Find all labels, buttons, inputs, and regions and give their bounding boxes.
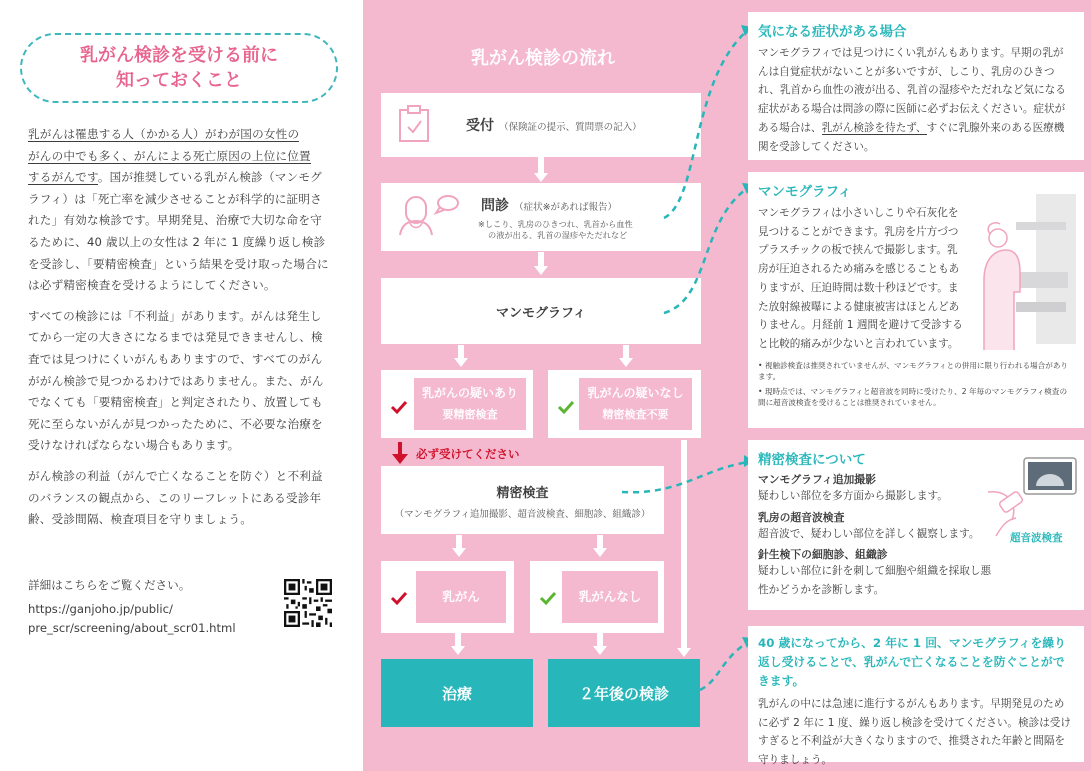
detail-url-line-1[interactable]: https://ganjoho.jp/public/ <box>28 601 173 616</box>
detailed-text-3: 疑わしい部位に針を刺して細胞や組織を採取し悪性かどうかを診断します。 <box>758 565 992 597</box>
intro-underline-2: がんの中でも多く、がんによる死亡原因の上位に位置 <box>28 148 311 163</box>
detailed-sub-3: 針生検下の細胞診、組織診 <box>758 548 888 562</box>
symptom-box <box>748 12 1084 160</box>
connector-symptom <box>664 30 748 218</box>
mammography-heading: マンモグラフィ <box>758 184 852 200</box>
intro-paragraph-2: すべての検診には「不利益」があります。がんは発生してから一定の大きさになるまでは発見できませんし、検査では見つけにくいがんもありますので、すべてのがんががん検診で見つかるわけではありません。また、がんでなくても「要精密検査」と判定されたり、放置しても死に至らないがんが見つかったために、不必要な治療を受けなければならない場合もあります。 <box>28 308 324 453</box>
mammography-note-2: • 現時点では、マンモグラフィと超音波を同時に受けたり、2 年毎のマンモグラフィ検査の間に超音波検査を受けることは推奨されていません。 <box>758 386 1068 407</box>
detailed-exam-sub: （マンモグラフィ追加撮影、超音波検査、細胞診、組織診） <box>394 509 651 520</box>
symptom-heading: 気になる症状がある場合 <box>758 24 907 40</box>
flow-title: 乳がん検診の流れ <box>471 48 615 69</box>
detailed-sub-1: マンモグラフィ追加撮影 <box>758 473 876 486</box>
age-heading: 40 歳になってから、2 年に 1 回、マンモグラフィを繰り返し受けることで、乳がんで亡くなることを防ぐことができます。 <box>758 636 1066 688</box>
detail-url-line-2[interactable]: pre_scr/screening/about_scr01.html <box>28 621 236 635</box>
interview-sub: （症状※があれば報告） <box>514 202 618 213</box>
treatment-label: 治療 <box>441 684 472 703</box>
ultrasound-icon <box>986 456 1080 538</box>
age-text: 乳がんの中には急速に進行するがんもあります。早期発見のために必ず 2 年に 1 度、繰り返し検診を受けてください。検診は受けすぎると不利益が大きくなりますので、推奨された年齢と間隔を守りましょう。 <box>758 698 1071 767</box>
next-screening-label: ２年後の検診 <box>578 684 669 703</box>
reception-sub: （保険証の提示、質問票の記入） <box>499 122 642 133</box>
no-cancer-label: 乳がんなし <box>578 589 642 604</box>
must-take-text: 必ず受けてください <box>416 447 520 461</box>
detailed-exam-box <box>748 440 1084 610</box>
connector-detailed <box>622 462 748 492</box>
connector-age <box>700 642 748 690</box>
reception-label: 受付 <box>466 118 494 134</box>
suspect-no-line1: 乳がんの疑いなし <box>587 386 684 400</box>
interview-note-2: の液が出る、乳首の湿疹やただれなど <box>488 230 628 240</box>
suspect-no-line2: 精密検査不要 <box>602 408 669 421</box>
detailed-exam-label: 精密検査 <box>496 486 549 501</box>
detailed-exam-heading: 精密検査について <box>758 452 866 468</box>
detailed-text-2: 超音波で、疑わしい部位を詳しく観察します。 <box>758 527 980 540</box>
symptom-text-post: すぐに乳腺外来のある医療機関を受診してください。 <box>758 121 1065 153</box>
mammography-note-1: • 視触診検査は推奨されていませんが、マンモグラフィとの併用に限り行われる場合があります。 <box>758 360 1069 381</box>
ultrasound-caption: 超音波検査 <box>1010 532 1063 544</box>
interview-label: 問診 <box>481 198 509 214</box>
detail-label: 詳細はこちらをご覧ください。 <box>28 578 191 592</box>
intro-paragraph-3: がん検診の利益（がんで亡くなることを防ぐ）と不利益のバランスの観点から、このリーフレットにある受診年齢、受診間隔、検査項目を守りましょう。 <box>28 468 323 527</box>
interview-note-1: ※しこり、乳房のひきつれ、乳首から血性 <box>478 219 633 229</box>
symptom-text-underline: 乳がん検診を待たず、 <box>821 121 927 134</box>
intro-underline-1: 乳がんは罹患する人（かかる人）がわが国の女性の <box>28 127 300 141</box>
mammography-label: マンモグラフィ <box>496 305 586 321</box>
intro-underline-3: するがんです <box>28 170 98 185</box>
detailed-text-1: 疑わしい部位を多方面から撮影します。 <box>758 490 948 502</box>
detailed-sub-2: 乳房の超音波検査 <box>758 510 845 524</box>
mammography-box <box>748 172 1084 428</box>
symptom-text-pre: マンモグラフィでは見つけにくい乳がんもあります。早期の乳がんは自覚症状がないことが多いですが、しこり、乳房のひきつれ、乳首から血性の液が出る、乳首の湿疹やただれなど気になる症状がある場合は問診の際に医師に必ずお伝えください。症状がある場合は、 <box>758 47 1066 134</box>
symptom-text <box>758 44 1074 156</box>
suspect-yes-line2: 要精密検査 <box>442 408 498 421</box>
intro-heading-line1: 乳がん検診を受ける前に <box>80 45 278 66</box>
mammography-machine-icon <box>976 192 1080 350</box>
mammography-text: マンモグラフィは小さいしこりや石灰化を見つけることができます。乳房を片方づつプラスチックの板で挟んで撮影します。乳房が圧迫されるため痛みを感じることもありますが、圧迫時間は数十秒ほどです。また放射線被曝による健康被害はほとんどありません。月経前 1 週間を避けて受診すると比較的痛みが少ないと言われています。 <box>758 207 963 350</box>
cancer-label: 乳がん <box>442 589 480 604</box>
age-box <box>748 626 1084 767</box>
suspect-yes-line1: 乳がんの疑いあり <box>421 386 518 400</box>
intro-paragraph-1-rest: 。国が推奨している乳がん検診（マンモグラフィ）は「死亡率を減少させることが科学的に証明された」有効な検診です。早期発見、治療で大切な命を守るために、40 歳以上の女性は 2 年に 1 度繰り返し検診を受診し、「要精密検査」という結果を受け取った場合には必ず精密検査を受けるようにしてください。 <box>28 170 329 293</box>
intro-heading-line2: 知っておくこと <box>116 70 242 91</box>
